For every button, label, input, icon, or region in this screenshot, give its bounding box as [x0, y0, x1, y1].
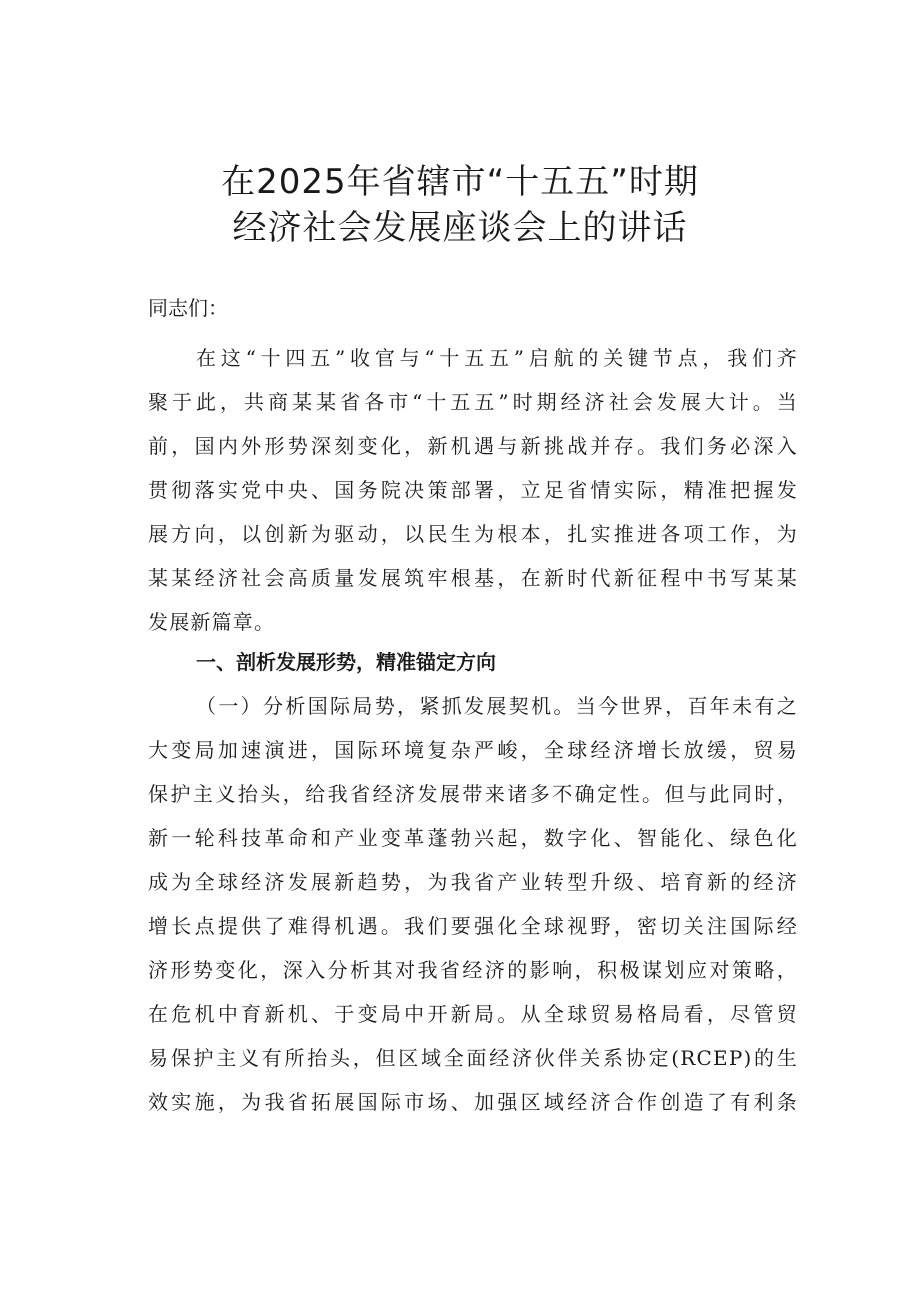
section-heading-1: 一、剖析发展形势，精准锚定方向 — [196, 650, 496, 674]
paragraph-line: （一）分析国际局势，紧抓发展契机。当今世界，百年未有之 — [196, 694, 798, 718]
paragraph-line: 效实施，为我省拓展国际市场、加强区域经济合作创造了有利条 — [148, 1090, 798, 1114]
paragraph-international-situation — [148, 684, 798, 1124]
paragraph-line: 在危机中育新机、于变局中开新局。从全球贸易格局看，尽管贸 — [148, 1002, 798, 1026]
paragraph-line: 聚于此，共商某某省各市“十五五”时期经济社会发展大计。当 — [148, 390, 798, 414]
paragraph-line: 贯彻落实党中央、国务院决策部署，立足省情实际，精准把握发 — [148, 478, 798, 502]
paragraph-line: 成为全球经济发展新趋势，为我省产业转型升级、培育新的经济 — [148, 870, 798, 894]
salutation: 同志们： — [148, 296, 228, 320]
paragraph-line: 增长点提供了难得机遇。我们要强化全球视野，密切关注国际经 — [148, 914, 798, 938]
paragraph-line: 发展新篇章。 — [148, 610, 276, 634]
paragraph-intro — [148, 336, 798, 644]
paragraph-line: 在这“十四五”收官与“十五五”启航的关键节点，我们齐 — [196, 346, 798, 370]
paragraph-line: 保护主义抬头，给我省经济发展带来诸多不确定性。但与此同时， — [148, 782, 798, 806]
paragraph-line: 新一轮科技革命和产业变革蓬勃兴起，数字化、智能化、绿色化 — [148, 826, 798, 850]
paragraph-line: 展方向，以创新为驱动，以民生为根本，扎实推进各项工作，为 — [148, 522, 798, 546]
paragraph-line: 济形势变化，深入分析其对我省经济的影响，积极谋划应对策略， — [148, 958, 798, 982]
paragraph-line: 某某经济社会高质量发展筑牢根基，在新时代新征程中书写某某 — [148, 566, 798, 590]
paragraph-line: 大变局加速演进，国际环境复杂严峻，全球经济增长放缓，贸易 — [148, 738, 798, 762]
paragraph-line: 易保护主义有所抬头，但区域全面经济伙伴关系协定(RCEP)的生 — [148, 1046, 798, 1070]
document-title-line-2: 经济社会发展座谈会上的讲话 — [232, 208, 688, 248]
paragraph-line: 前，国内外形势深刻变化，新机遇与新挑战并存。我们务必深入 — [148, 434, 798, 458]
document-title-line-1: 在2025年省辖市“十五五”时期 — [221, 162, 699, 202]
